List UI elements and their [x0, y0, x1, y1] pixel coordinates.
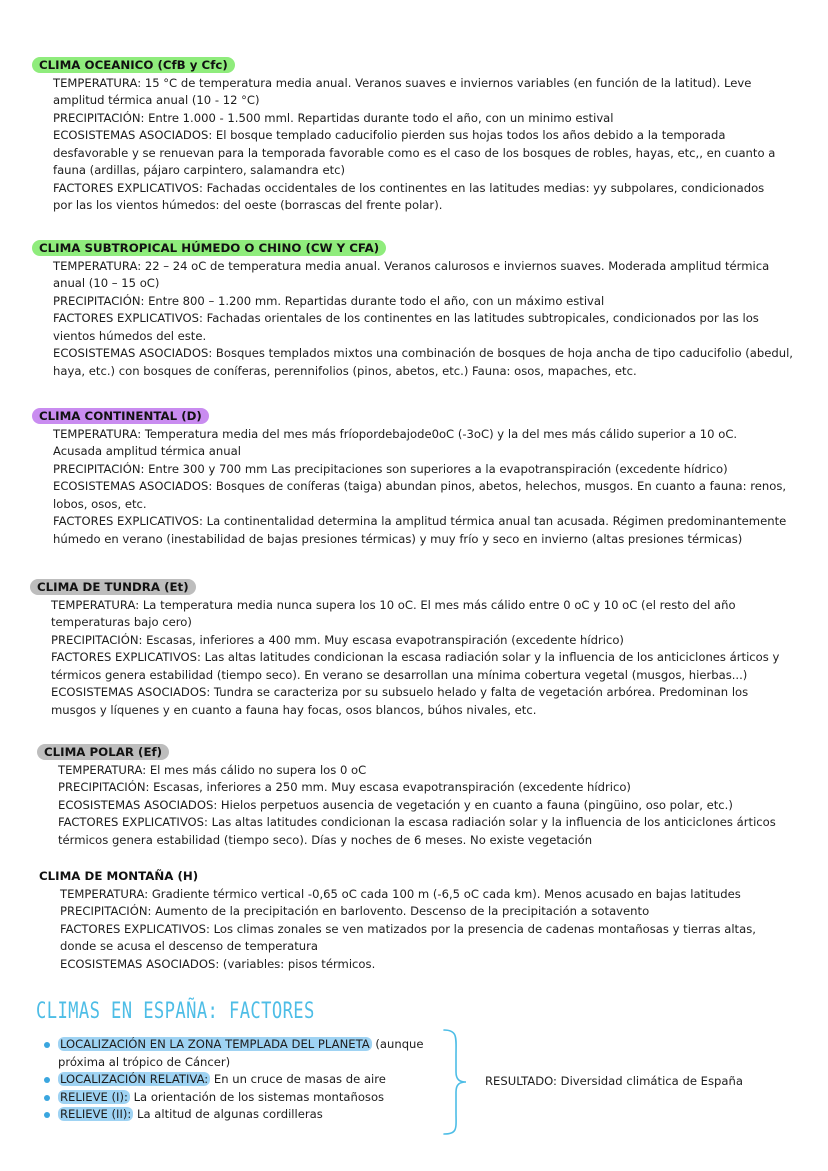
chino-line: PRECIPITACIÓN: Entre 800 – 1.200 mm. Repartidas durante todo el año, con un máximo estival — [53, 293, 605, 308]
polar-line: PRECIPITACIÓN: Escasas, inferiores a 250 mm. Muy escasa evapotranspiración (excedente hídrico) — [58, 780, 631, 794]
list-item — [44, 1036, 464, 1071]
section-polar — [37, 744, 776, 849]
oceanico-line: amplitud térmica anual (10 - 12 °C) — [53, 93, 260, 107]
oceanico-line: fauna (ardillas, pájaro carpintero, salamandra etc) — [53, 163, 346, 177]
continental-line: FACTORES EXPLICATIVOS: La continentalidad determina la amplitud térmica anual tan acusada. Régimen predominantemente — [53, 514, 787, 528]
list-item — [44, 1071, 464, 1089]
polar-line: térmicos genera estabilidad (tiempo seco). Días y noches de 6 meses. No existe vegetación — [58, 832, 593, 847]
heading-montana: CLIMA DE MONTAÑA (H) — [39, 869, 199, 883]
factor-text-cont: próxima al trópico de Cáncer) — [58, 1054, 231, 1069]
factor-text: (aunque — [371, 1037, 424, 1051]
continental-line: ECOSISTEMAS ASOCIADOS: Bosques de coníferas (taiga) abundan pinos, abetos, helechos, musgos. En cuanto a fauna: renos, — [53, 479, 787, 493]
tundra-body — [30, 597, 779, 720]
factor-text: En un cruce de masas de aire — [210, 1072, 386, 1086]
chino-line: anual (10 – 15 oC) — [53, 276, 160, 290]
espana-title: CLIMAS EN ESPAÑA: FACTORES — [36, 999, 315, 1024]
list-item — [44, 1089, 464, 1107]
factor-label: RELIEVE (I): — [60, 1089, 128, 1104]
oceanico-line: por las los vientos húmedos: del oeste (borrascas del frente polar). — [53, 198, 443, 212]
montana-line: FACTORES EXPLICATIVOS: Los climas zonales se ven matizados por la presencia de cadenas montañosas y tierras altas, — [60, 921, 756, 936]
tundra-line: temperaturas bajo cero) — [51, 615, 192, 629]
heading-tundra: CLIMA DE TUNDRA (Et) — [30, 579, 196, 595]
factors-list — [44, 1036, 464, 1124]
heading-polar: CLIMA POLAR (Ef) — [37, 744, 169, 760]
oceanico-line: ECOSISTEMAS ASOCIADOS: El bosque templado caducifolio pierden sus hojas todos los años debido a la temporada — [53, 128, 726, 142]
chino-line: vientos húmedos del este. — [53, 328, 207, 343]
factor-label: LOCALIZACIÓN RELATIVA: — [60, 1072, 209, 1086]
factor-label: LOCALIZACIÓN EN LA ZONA TEMPLADA DEL PLANETA — [60, 1037, 370, 1051]
oceanico-line: TEMPERATURA: 15 °C de temperatura media anual. Veranos suaves e inviernos variables (en función de la latitud). Leve — [53, 75, 752, 90]
bullet-icon — [44, 1077, 50, 1083]
tundra-line: FACTORES EXPLICATIVOS: Las altas latitudes condicionan la escasa radiación solar y la influencia de los anticiclones árticos y — [51, 650, 780, 664]
tundra-line: musgos y líquenes y en cuanto a fauna hay focas, osos blancos, búhos nivales, etc. — [51, 702, 537, 717]
polar-line: FACTORES EXPLICATIVOS: Las altas latitudes condicionan la escasa radiación solar y la influencia de los anticiclones árticos — [58, 815, 776, 829]
factor-label: RELIEVE (II): — [60, 1107, 132, 1121]
continental-line: TEMPERATURA: Temperatura media del mes más fríopordebajode0oC (-3oC) y la del mes más cálido superior a 10 oC. — [53, 426, 738, 441]
list-item — [44, 1106, 464, 1124]
factor-text: La altitud de algunas cordilleras — [133, 1107, 323, 1121]
montana-line: PRECIPITACIÓN: Aumento de la precipitación en barlovento. Descenso de la precipitación a sotavento — [60, 904, 650, 918]
montana-line: donde se acusa el descenso de temperatura — [60, 939, 319, 953]
montana-line: ECOSISTEMAS ASOCIADOS: (variables: pisos térmicos. — [60, 956, 376, 971]
tundra-line: ECOSISTEMAS ASOCIADOS: Tundra se caracteriza por su subsuelo helado y falta de vegetación arbórea. Predominan los — [51, 685, 749, 699]
bullet-icon — [44, 1095, 50, 1101]
oceanico-body — [32, 75, 775, 215]
oceanico-line: FACTORES EXPLICATIVOS: Fachadas occidentales de los continentes en las latitudes medias: yy subpolares, condicionados — [53, 180, 765, 195]
oceanico-line: desfavorable y se renuevan para la temporada favorable como es el caso de los bosques de robles, hayas, etc,, en cuanto a — [53, 145, 776, 160]
polar-line: TEMPERATURA: El mes más cálido no supera los 0 oC — [58, 762, 367, 777]
continental-line: húmedo en verano (inestabilidad de bajas presiones térmicas) y muy frío y seco en invierno (altas presiones térmicas) — [53, 531, 743, 546]
polar-line: ECOSISTEMAS ASOCIADOS: Hielos perpetuos ausencia de vegetación y en cuanto a fauna (pingüino, oso polar, etc.) — [58, 797, 733, 812]
montana-body — [32, 886, 756, 974]
section-oceanico — [32, 57, 775, 215]
tundra-line: PRECIPITACIÓN: Escasas, inferiores a 400 mm. Muy escasa evapotranspiración (excedente hídrico) — [51, 632, 624, 647]
continental-body — [32, 426, 786, 549]
chino-line: haya, etc.) con bosques de coníferas, perennifolios (pinos, abetos, etc.) Fauna: osos, mapaches, etc. — [53, 363, 637, 378]
factor-text: La orientación de los sistemas montañosos — [129, 1089, 385, 1104]
continental-line: Acusada amplitud térmica anual — [53, 444, 241, 458]
chino-line: FACTORES EXPLICATIVOS: Fachadas orientales de los continentes en las latitudes subtropicales, condicionados por las los — [53, 311, 759, 325]
heading-oceanico: CLIMA OCEANICO (CfB y Cfc) — [32, 57, 235, 73]
tundra-line: térmicos genera estabilidad (tiempo seco). En verano se desarrollan una mínima cobertura vegetal (musgos, hierbas...) — [51, 667, 748, 682]
chino-body — [32, 258, 793, 381]
continental-line: lobos, osos, etc. — [53, 496, 147, 511]
section-montana — [32, 868, 756, 973]
oceanico-line: PRECIPITACIÓN: Entre 1.000 - 1.500 mml. Repartidas durante todo el año, con un minimo estival — [53, 110, 614, 125]
bullet-icon — [44, 1042, 50, 1048]
result-text: RESULTADO: Diversidad climática de España — [485, 1074, 743, 1088]
section-tundra — [30, 579, 779, 719]
montana-line: TEMPERATURA: Gradiente térmico vertical -0,65 oC cada 100 m (-6,5 oC cada km). Menos acusado en bajas latitudes — [60, 886, 741, 901]
continental-line: PRECIPITACIÓN: Entre 300 y 700 mm Las precipitaciones son superiores a la evapotranspiración (excedente hídrico) — [53, 461, 728, 476]
heading-continental: CLIMA CONTINENTAL (D) — [32, 408, 209, 424]
polar-body — [37, 762, 776, 850]
section-chino — [32, 240, 793, 380]
chino-line: TEMPERATURA: 22 – 24 oC de temperatura media anual. Veranos calurosos e inviernos suaves. Moderada amplitud térmica — [53, 258, 770, 273]
chino-line: ECOSISTEMAS ASOCIADOS: Bosques templados mixtos una combinación de bosques de hoja ancha de tipo caducifolio (abedul, — [53, 346, 793, 360]
bullet-icon — [44, 1112, 50, 1118]
section-continental — [32, 408, 786, 548]
heading-chino: CLIMA SUBTROPICAL HÚMEDO O CHINO (CW Y CFA) — [32, 240, 386, 256]
tundra-line: TEMPERATURA: La temperatura media nunca supera los 10 oC. El mes más cálido entre 0 oC y 10 oC (el resto del año — [51, 597, 736, 612]
curly-brace-icon — [440, 1026, 470, 1138]
